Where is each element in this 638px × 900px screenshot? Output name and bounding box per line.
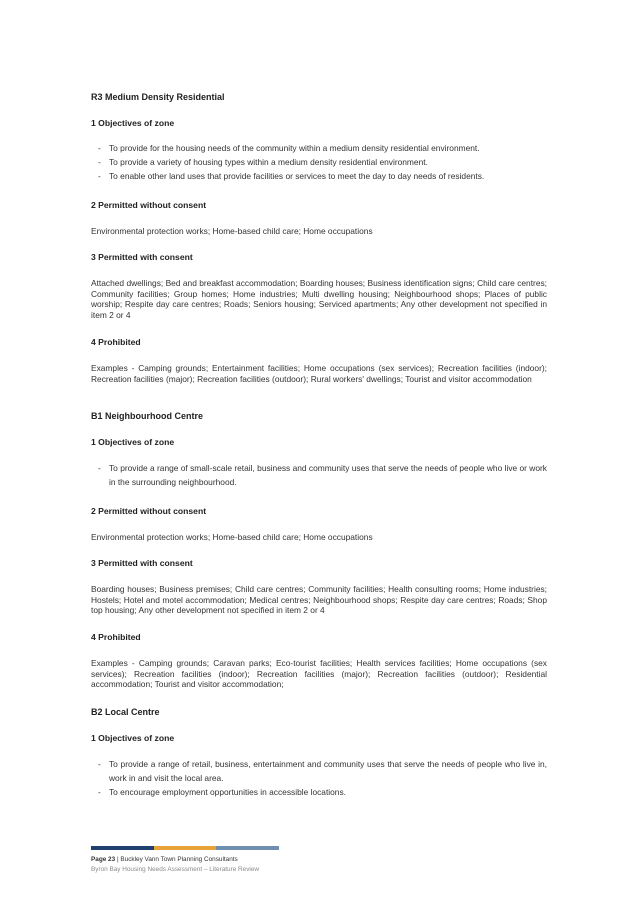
b2-objectives-list [91,757,547,799]
b1-permitted-with-heading: 3 Permitted with consent [91,558,193,568]
list-item: - To provide a range of retail, business, entertainment and community uses that serve the needs of people who live in, work in and visit the local area. [91,757,547,785]
b1-permitted-without-text: Environmental protection works; Home-based child care; Home occupations [91,532,373,542]
b1-prohibited-heading: 4 Prohibited [91,632,141,642]
b2-objectives-heading: 1 Objectives of zone [91,733,175,743]
r3-objectives-heading: 1 Objectives of zone [91,118,175,128]
b1-permitted-with-text: Boarding houses; Business premises; Child care centres; Community facilities; Health consulting rooms; Home industries; Hostels; Hotel and motel accommodation; Medical centres; Neighbourhood shops; Respite day care centres; Roads; Shop top housing; Any other development not specified in item 2 or 4 [91,584,547,616]
b1-objectives-heading: 1 Objectives of zone [91,437,175,447]
r3-permitted-with-text: Attached dwellings; Bed and breakfast accommodation; Boarding houses; Business identification signs; Child care centres; Community facilities; Group homes; Home industries; Multi dwelling housing; Neighbourhood shops; Places of public worship; Respite day care centres; Roads; Seniors housing; Serviced apartments; Any other development not specified in item 2 or 4 [91,278,547,320]
footer-bar-segment [154,846,217,850]
zone-title-b2: B2 Local Centre [91,707,160,717]
r3-prohibited-text: Examples - Camping grounds; Entertainment facilities; Home occupations (sex services); Recreation facilities (indoor); Recreation facilities (major); Recreation facilities (outdoor); Rural workers' dwellings; Tourist and visitor accommodation [91,363,547,384]
list-item: - To provide a range of small-scale retail, business and community uses that serve the needs of people who live or work in the surrounding neighbourhood. [91,461,547,489]
list-item: - To encourage employment opportunities in accessible locations. [91,785,547,799]
list-item: - To provide for the housing needs of the community within a medium density residential environment. [91,141,547,155]
footer-page-line [91,856,238,863]
r3-permitted-with-heading: 3 Permitted with consent [91,252,193,262]
b1-objectives-list [91,461,547,489]
list-item: - To provide a variety of housing types within a medium density residential environment. [91,155,547,169]
page-number: Page 23 [91,856,116,863]
list-item: - To enable other land uses that provide facilities or services to meet the day to day needs of residents. [91,169,547,183]
footer-bar-segment [91,846,154,850]
zone-title-r3: R3 Medium Density Residential [91,92,225,102]
footer-document-title: Byron Bay Housing Needs Assessment – Literature Review [91,866,260,873]
r3-prohibited-heading: 4 Prohibited [91,337,141,347]
b1-prohibited-text: Examples - Camping grounds; Caravan parks; Eco-tourist facilities; Health services facilities; Home occupations (sex services); Recreation facilities (indoor); Recreation facilities (major); Recreation facilities (outdoor); Residential accommodation; Tourist and visitor accommodation; [91,658,547,690]
r3-objectives-list [91,141,547,183]
footer-company: | Buckley Vann Town Planning Consultants [115,856,238,863]
r3-permitted-without-text: Environmental protection works; Home-based child care; Home occupations [91,226,373,236]
footer-color-bar [91,846,279,850]
b1-permitted-without-heading: 2 Permitted without consent [91,506,207,516]
r3-permitted-without-heading: 2 Permitted without consent [91,200,207,210]
zone-title-b1: B1 Neighbourhood Centre [91,411,203,421]
footer-bar-segment [216,846,279,850]
